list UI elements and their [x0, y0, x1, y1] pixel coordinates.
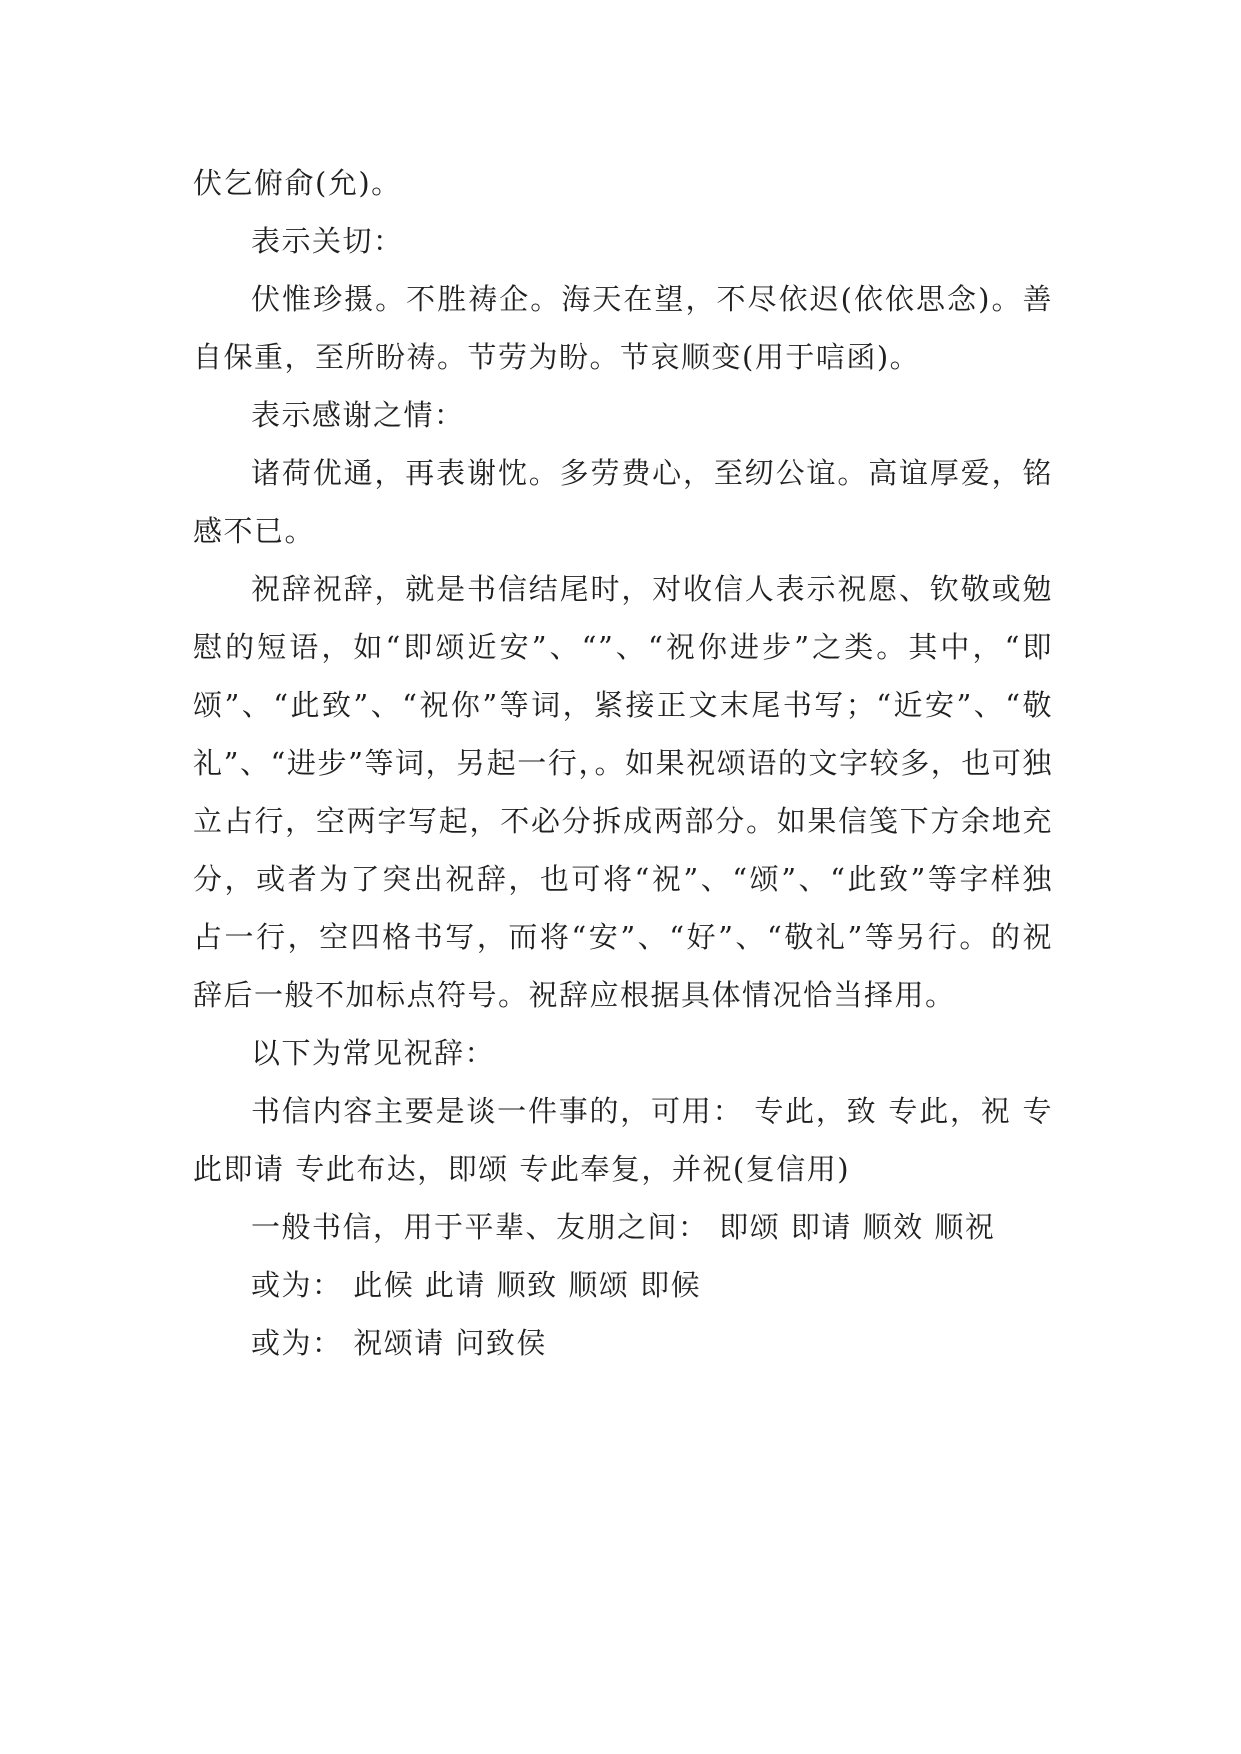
paragraph-closing-greetings-explanation: 祝辞祝辞，就是书信结尾时，对收信人表示祝愿、钦敬或勉慰的短语，如“即颂近安”、“”、“祝你进步”之类。其中，“即颂”、“此致”、“祝你”等词，紧接正文末尾书写；“近安”、“敬礼”、“进步”等词，另起一行，。如果祝颂语的文字较多，也可独立占行，空两字写起，不必分拆成两部分。如果信笺下方余地充分，或者为了突出祝辞，也可将“祝”、“颂”、“此致”等字样独占一行，空四格书写，而将“安”、“好”、“敬礼”等另行。的祝辞后一般不加标点符号。祝辞应根据具体情况恰当择用。: [193, 572, 1053, 1012]
paragraph-alternative-closings-2: 或为： 祝颂请 问致侯: [251, 1326, 547, 1360]
paragraph-thanks-phrases: 诸荷优通，再表谢忱。多劳费心，至纫公谊。高谊厚爱，铭感不已。: [193, 456, 1053, 548]
paragraph-closing-request: 伏乞俯俞(允)。: [193, 166, 402, 200]
paragraph-concern-phrases: 伏惟珍摄。不胜祷企。海天在望，不尽依迟(依依思念)。善自保重，至所盼祷。节劳为盼。节哀顺变(用于唁函)。: [193, 282, 1053, 374]
heading-expressing-thanks: 表示感谢之情：: [251, 398, 465, 432]
paragraph-peer-closings: 一般书信，用于平辈、友朋之间： 即颂 即请 顺效 顺祝: [251, 1210, 996, 1244]
heading-expressing-concern: 表示关切：: [251, 224, 404, 258]
document-body: [193, 154, 1053, 1372]
paragraph-single-matter-closings: 书信内容主要是谈一件事的，可用： 专此，致 专此，祝 专此即请 专此布达，即颂 专此奉复，并祝(复信用): [193, 1094, 1053, 1186]
heading-common-closings: 以下为常见祝辞：: [251, 1036, 496, 1070]
paragraph-alternative-closings-1: 或为： 此候 此请 顺致 顺颂 即候: [251, 1268, 702, 1302]
